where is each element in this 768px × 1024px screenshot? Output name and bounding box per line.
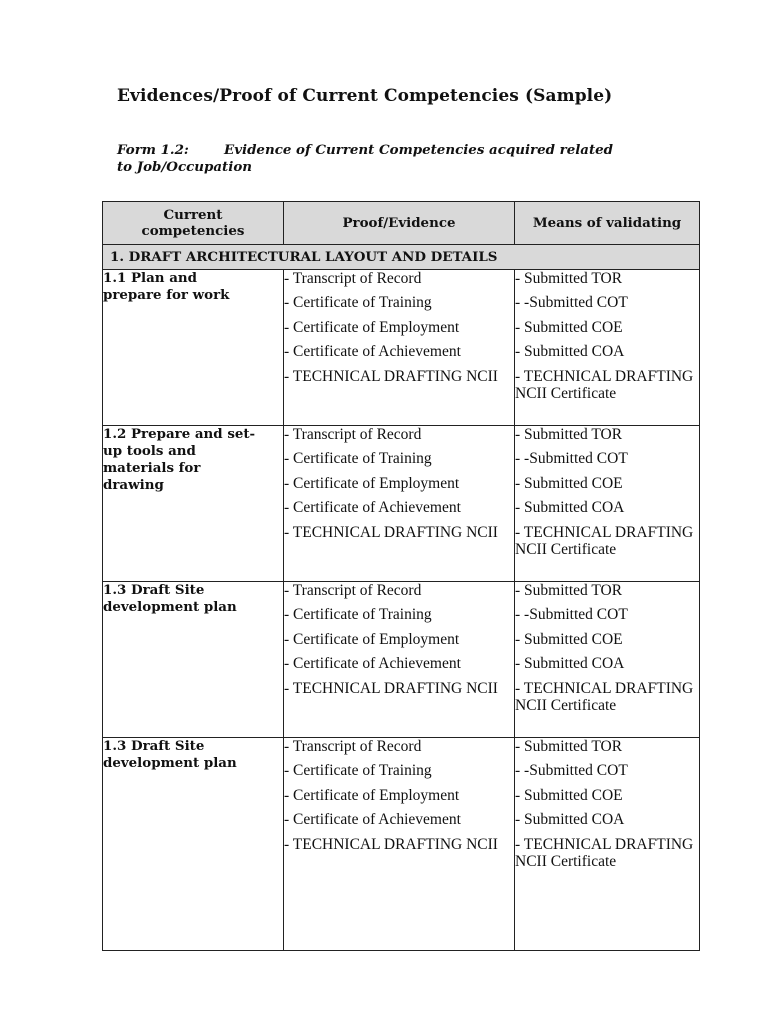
- competency-line: up tools and: [103, 443, 196, 459]
- proof-item: - Certificate of Achievement: [284, 655, 461, 673]
- competency-line: drawing: [103, 477, 164, 493]
- means-item: - Submitted TOR: [515, 426, 623, 443]
- means-item: - TECHNICAL DRAFTING NCII Certificate: [515, 367, 694, 402]
- header-means-of-validating: Means of validating: [515, 202, 700, 245]
- proof-cell: [284, 270, 515, 426]
- means-item: - Submitted COE: [515, 474, 623, 492]
- means-item: - Submitted COE: [515, 630, 623, 648]
- proof-item: - Certificate of Achievement: [284, 811, 461, 829]
- competency-line: 1.1 Plan and: [103, 270, 197, 286]
- proof-item: - TECHNICAL DRAFTING NCII: [284, 367, 498, 385]
- means-cell: [515, 426, 700, 582]
- means-item: - TECHNICAL DRAFTING NCII Certificate: [515, 679, 694, 714]
- form-label: Form 1.2:: [117, 142, 189, 158]
- means-item: - TECHNICAL DRAFTING NCII Certificate: [515, 523, 694, 558]
- proof-item: - TECHNICAL DRAFTING NCII: [284, 523, 498, 541]
- proof-item: - Transcript of Record: [284, 270, 422, 287]
- header-proof-evidence: Proof/Evidence: [284, 202, 515, 245]
- form-description-line2: to Job/Occupation: [117, 159, 252, 175]
- means-item: - Submitted TOR: [515, 270, 623, 287]
- proof-cell: [284, 738, 515, 951]
- means-item: - Submitted COE: [515, 786, 623, 804]
- proof-item: - Certificate of Training: [284, 450, 432, 468]
- table-header-row: [103, 202, 700, 245]
- proof-item: - Certificate of Employment: [284, 786, 460, 804]
- table-row: [103, 738, 700, 951]
- proof-cell: [284, 426, 515, 582]
- proof-item: - Transcript of Record: [284, 426, 422, 443]
- header-current-competencies: [103, 202, 284, 245]
- competency-line: materials for: [103, 460, 201, 476]
- header-col1-line1: Current: [163, 207, 223, 223]
- proof-item: - Transcript of Record: [284, 738, 422, 755]
- proof-item: - Certificate of Achievement: [284, 499, 461, 517]
- competency-cell: [103, 426, 284, 582]
- table-row: [103, 270, 700, 426]
- means-item: - Submitted TOR: [515, 582, 623, 599]
- competency-line: 1.2 Prepare and set-: [103, 426, 256, 442]
- means-item: - -Submitted COT: [515, 294, 628, 312]
- means-item: - Submitted COA: [515, 343, 625, 361]
- competency-line: prepare for work: [103, 287, 230, 303]
- means-item: - Submitted COE: [515, 318, 623, 336]
- means-cell: [515, 270, 700, 426]
- proof-item: - Certificate of Training: [284, 294, 432, 312]
- proof-item: - Transcript of Record: [284, 582, 422, 599]
- means-item: - Submitted TOR: [515, 738, 623, 755]
- competency-table: [102, 201, 700, 951]
- means-item: - TECHNICAL DRAFTING NCII Certificate: [515, 835, 694, 870]
- proof-item: - Certificate of Employment: [284, 630, 460, 648]
- proof-item: - Certificate of Training: [284, 606, 432, 624]
- section-row: [103, 245, 700, 270]
- means-cell: [515, 738, 700, 951]
- document-title: Evidences/Proof of Current Competencies (Sample): [117, 86, 613, 106]
- competency-line: development plan: [103, 599, 237, 615]
- means-item: - -Submitted COT: [515, 450, 628, 468]
- competency-line: 1.3 Draft Site: [103, 738, 205, 754]
- header-col1-line2: competencies: [141, 223, 245, 239]
- competency-cell: [103, 738, 284, 951]
- means-cell: [515, 582, 700, 738]
- means-item: - -Submitted COT: [515, 606, 628, 624]
- proof-item: - TECHNICAL DRAFTING NCII: [284, 835, 498, 853]
- proof-item: - TECHNICAL DRAFTING NCII: [284, 679, 498, 697]
- form-description-line1: Evidence of Current Competencies acquired related: [224, 142, 614, 158]
- means-item: - Submitted COA: [515, 499, 625, 517]
- means-item: - -Submitted COT: [515, 762, 628, 780]
- proof-item: - Certificate of Employment: [284, 318, 460, 336]
- form-caption: [117, 142, 677, 176]
- table-row: [103, 582, 700, 738]
- table-row: [103, 426, 700, 582]
- proof-item: - Certificate of Achievement: [284, 343, 461, 361]
- proof-item: - Certificate of Training: [284, 762, 432, 780]
- means-item: - Submitted COA: [515, 655, 625, 673]
- competency-line: development plan: [103, 755, 237, 771]
- competency-cell: [103, 270, 284, 426]
- means-item: - Submitted COA: [515, 811, 625, 829]
- proof-cell: [284, 582, 515, 738]
- competency-line: 1.3 Draft Site: [103, 582, 205, 598]
- proof-item: - Certificate of Employment: [284, 474, 460, 492]
- competency-cell: [103, 582, 284, 738]
- section-title: 1. DRAFT ARCHITECTURAL LAYOUT AND DETAILS: [103, 245, 700, 270]
